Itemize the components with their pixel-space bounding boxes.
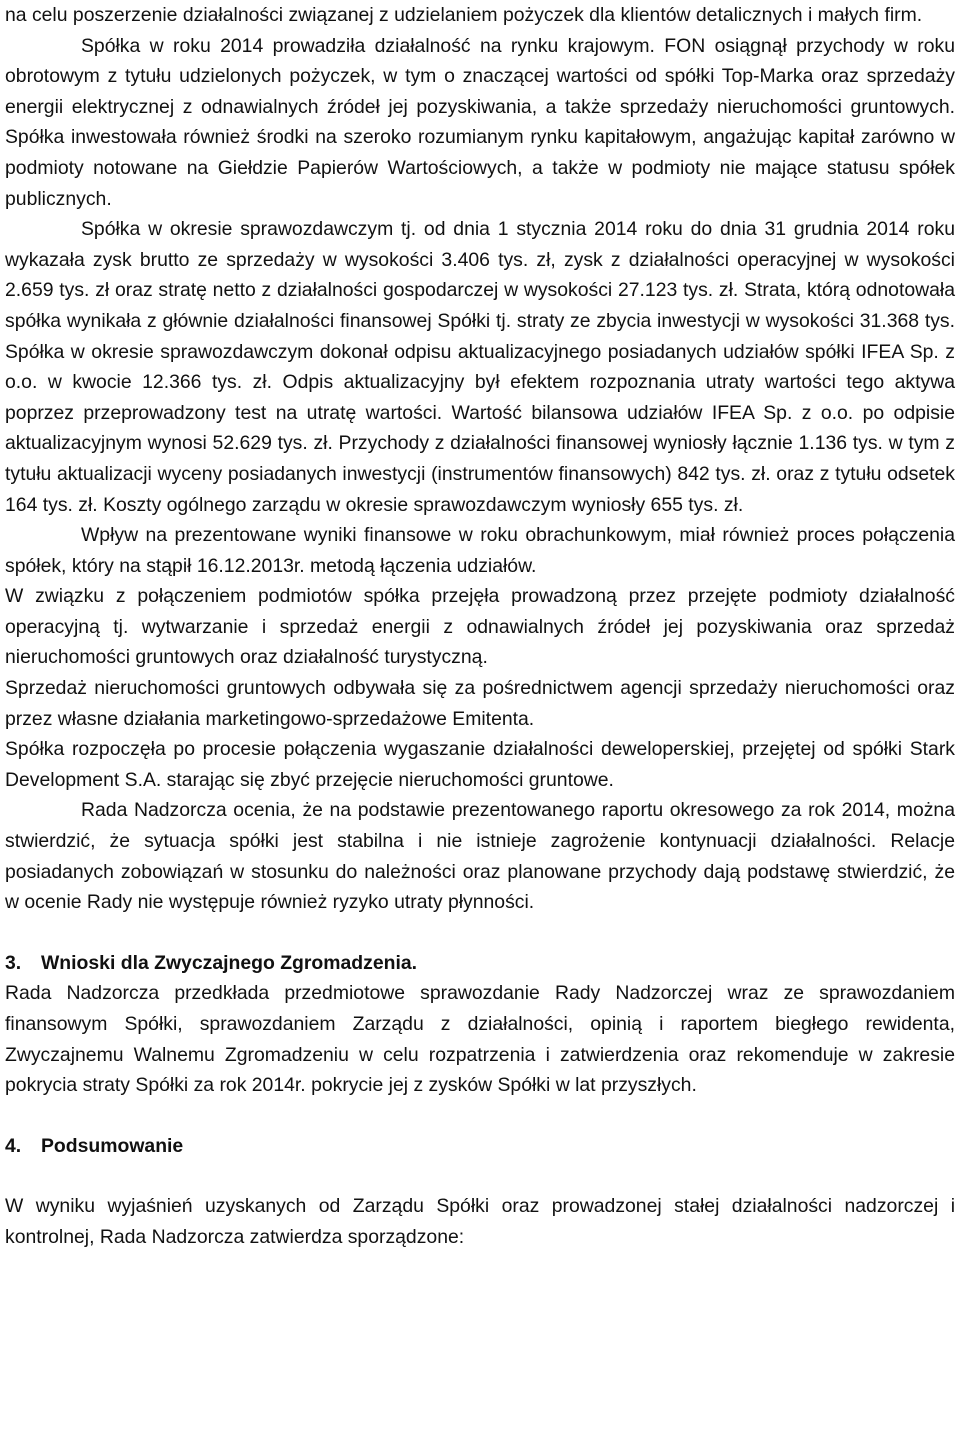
section-title: Wnioski dla Zwyczajnego Zgromadzenia. — [41, 951, 418, 974]
paragraph-conclusions: Rada Nadzorcza przedkłada przedmiotowe sprawozdanie Rady Nadzorczej wraz ze sprawozdaniem finansowym Spółki, sprawozdaniem Zarządu z działalności, opinią i raportem biegłego rewidenta, Zwyczajnemu Walnemu Zgromadzeniu w celu rozpatrzenia i zatwierdzenia oraz rekomenduje w zakresie pokrycia straty Spółki za rok 2014r. pokrycie jej z zysków Spółki w lat przyszłych. — [5, 982, 955, 1097]
paragraph-loans-goal: na celu poszerzenie działalności związanej z udzielaniem pożyczek dla klientów detalicznych i małych firm. — [5, 4, 923, 26]
spacer — [5, 1101, 955, 1131]
section-heading-conclusions — [5, 948, 955, 979]
section-heading-summary — [5, 1131, 955, 1162]
paragraph-merger-impact: Wpływ na prezentowane wyniki finansowe w roku obrachunkowym, miał również proces połączenia spółek, który na stąpił 16.12.2013r. metodą łączenia udziałów. — [5, 524, 955, 577]
spacer — [5, 918, 955, 948]
paragraph-summary: W wyniku wyjaśnień uzyskanych od Zarządu Spółki oraz prowadzonej stałej działalności nadzorczej i kontrolnej, Rada Nadzorcza zatwierdza sporządzone: — [5, 1195, 955, 1248]
section-number: 4. — [5, 1134, 22, 1157]
document-page — [5, 0, 955, 1253]
spacer — [5, 1161, 955, 1191]
paragraph-operations-takeover: W związku z połączeniem podmiotów spółka przejęła prowadzoną przez przejęte podmioty działalność operacyjną tj. wytwarzanie i sprzedaż energii z odnawialnych źródeł jej pozyskiwania oraz sprzedaż nieruchomości gruntowych oraz działalność turystyczną. — [5, 585, 955, 669]
paragraph-developer-wind-down: Spółka rozpoczęła po procesie połączenia wygaszanie działalności deweloperskiej, przejętej od spółki Stark Development S.A. starając się zbyć przejęcie nieruchomości gruntowe. — [5, 738, 955, 791]
paragraph-market-activity: Spółka w roku 2014 prowadziła działalność na rynku krajowym. FON osiągnął przychody w roku obrotowym z tytułu udzielonych pożyczek, w tym o znaczącej wartości od spółki Top-Marka oraz sprzedaży energii elektrycznej z odnawialnych źródeł jej pozyskiwania, a także sprzedaży nieruchomości gruntowych. Spółka inwestowała również środki na szeroko rozumianym rynku kapitałowym, angażując kapitał zarówno w podmioty notowane na Giełdzie Papierów Wartościowych, a także w podmioty nie mające statusu spółek publicznych. — [5, 34, 955, 210]
paragraph-land-sales: Sprzedaż nieruchomości gruntowych odbywała się za pośrednictwem agencji sprzedaży nieruchomości oraz przez własne działania marketingowo-sprzedażowe Emitenta. — [5, 677, 955, 730]
paragraph-financial-results: Spółka w okresie sprawozdawczym tj. od dnia 1 stycznia 2014 roku do dnia 31 grudnia 2014 roku wykazała zysk brutto ze sprzedaży w wysokości 3.406 tys. zł, zysk z działalności operacyjnej w wysokości 2.659 tys. zł oraz stratę netto z działalności gospodarczej w wysokości 27.123 tys. zł. Strata, którą odnotowała spółka wynikała z głównie działalności finansowej Spółki tj. straty ze zbycia inwestycji w wysokości 31.368 tys. Spółka w okresie sprawozdawczym dokonał odpisu aktualizacyjnego posiadanych udziałów spółki IFEA Sp. z o.o. w kwocie 12.366 tys. zł. Odpis aktualizacyjny był efektem rozpoznania utraty wartości tego aktywa poprzez przeprowadzony test na utratę wartości. Wartość bilansowa udziałów IFEA Sp. z o.o. po odpisie aktualizacyjnym wynosi 52.629 tys. zł. Przychody z działalności finansowej wyniosły łącznie 1.136 tys. w tym z tytułu aktualizacji wyceny posiadanych inwestycji (instrumentów finansowych) 842 tys. zł. oraz z tytułu odsetek 164 tys. zł. Koszty ogólnego zarządu w okresie sprawozdawczym wyniosły 655 tys. zł. — [5, 218, 955, 516]
paragraph-board-assessment: Rada Nadzorcza ocenia, że na podstawie prezentowanego raportu okresowego za rok 2014, można stwierdzić, że sytuacja spółki jest stabilna i nie istnieje zagrożenie kontynuacji działalności. Relacje posiadanych zobowiązań w stosunku do należności oraz planowane przychody dają podstawę stwierdzić, że w ocenie Rady nie występuje również ryzyko utraty płynności. — [5, 799, 955, 914]
section-number: 3. — [5, 951, 22, 974]
section-title: Podsumowanie — [41, 1134, 184, 1157]
